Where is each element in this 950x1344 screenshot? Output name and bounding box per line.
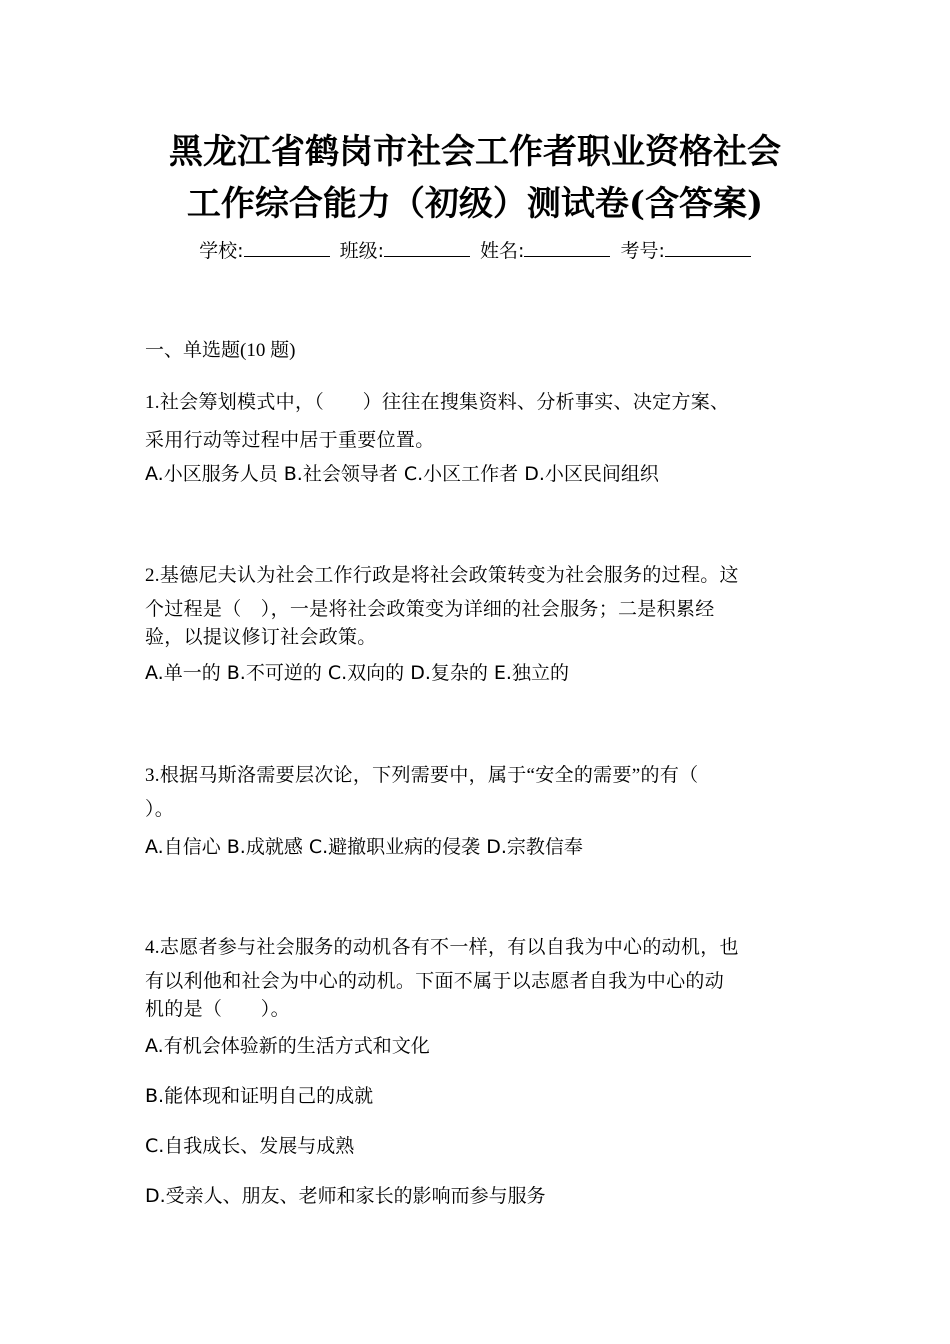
class-field [340,236,470,266]
exam-title-line-1: 黑龙江省鹤岗市社会工作者职业资格社会 [169,132,781,172]
class-label: 班级: [339,240,384,262]
question-4-line-3: 机的是（ ）。 [145,999,290,1020]
school-field [199,236,329,266]
class-blank [384,238,470,257]
question-1-stem [145,384,810,460]
question-3-stem [145,757,810,829]
question-4-line-2: 有以利他和社会为中心的动机。下面不属于以志愿者自我为中心的动 [145,971,725,992]
question-2-line-3: 验，以提议修订社会政策。 [145,627,377,648]
name-blank [524,238,610,257]
question-1-line-1: 1.社会筹划模式中，（ ）往往在搜集资料、分析事实、决定方案、 [145,392,730,413]
exam-number-field [620,236,750,266]
question-4-option-a: A.有机会体验新的生活方式和文化 [145,1035,430,1057]
exam-number-blank [665,238,751,257]
question-1-options: A.小区服务人员 B.社会领导者 C.小区工作者 D.小区民间组织 [145,463,659,485]
question-2-line-1: 2.基德尼夫认为社会工作行政是将社会政策转变为社会服务的过程。这 [145,565,739,586]
question-2-stem [145,559,810,655]
question-4-stem [145,931,810,1027]
question-2-options: A.单一的 B.不可逆的 C.双向的 D.复杂的 E.独立的 [145,662,569,684]
question-3-line-2: ）。 [145,799,175,820]
school-label: 学校: [199,240,244,262]
question-3-options: A.自信心 B.成就感 C.避撤职业病的侵袭 D.宗教信奉 [145,836,583,858]
school-blank [244,238,330,257]
exam-number-label: 考号: [620,240,665,262]
student-info-row [0,236,950,266]
name-field [480,236,610,266]
question-4-line-1: 4.志愿者参与社会服务的动机各有不一样，有以自我为中心的动机，也 [145,937,739,958]
name-label: 姓名: [480,240,525,262]
question-1-line-2: 采用行动等过程中居于重要位置。 [145,430,435,451]
question-2-line-2: 个过程是（ ），一是将社会政策变为详细的社会服务；二是积累经 [145,599,715,620]
exam-title-line-2: 工作综合能力（初级）测试卷(含答案) [186,184,764,224]
question-4-option-d: D.受亲人、朋友、老师和家长的影响而参与服务 [145,1185,546,1207]
question-4-option-b: B.能体现和证明自己的成就 [145,1085,374,1107]
question-4-option-c: C.自我成长、发展与成熟 [145,1135,355,1157]
question-3-line-1: 3.根据马斯洛需要层次论，下列需要中，属于“安全的需要”的有（ [145,765,699,786]
section-heading: 一、单选题(10 题) [145,340,296,361]
